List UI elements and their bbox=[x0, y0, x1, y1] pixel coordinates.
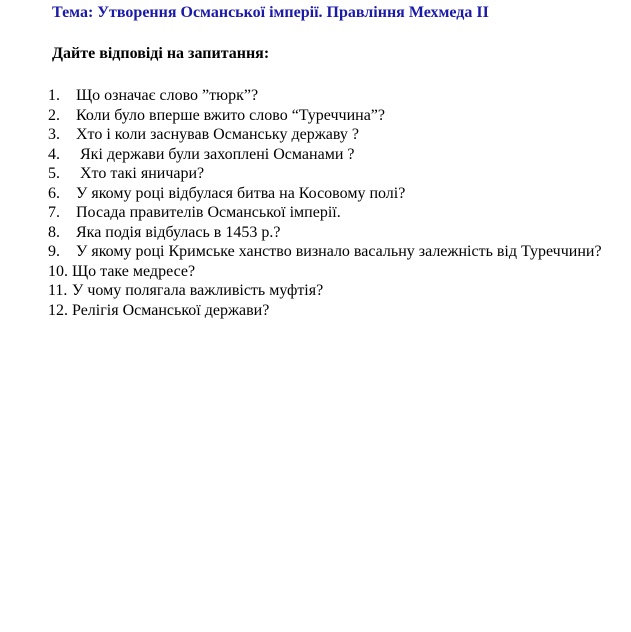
question-number: 8. bbox=[48, 223, 60, 241]
question-item bbox=[48, 86, 602, 106]
question-item bbox=[48, 184, 602, 204]
question-number: 9. bbox=[48, 243, 60, 260]
question-text: Посада правителів Османської імперії. bbox=[76, 204, 341, 221]
question-number: 5. bbox=[48, 165, 60, 182]
question-number: 12. bbox=[48, 301, 68, 319]
question-text: У якому році відбулася битва на Косовому полі? bbox=[76, 184, 406, 202]
question-number: 7. bbox=[48, 204, 60, 221]
question-item bbox=[48, 164, 602, 184]
question-text: У чому полягала важливість муфтія? bbox=[72, 282, 324, 299]
question-text: Що таке медресе? bbox=[72, 262, 196, 280]
question-text: Що означає слово ”тюрк”? bbox=[76, 87, 259, 104]
question-number: 10. bbox=[48, 262, 68, 280]
instructions-heading: Дайте відповіді на запитання: bbox=[52, 45, 270, 62]
question-text: Які держави були захоплені Османами ? bbox=[76, 145, 355, 163]
question-text: Коли було вперше вжито слово “Туреччина”? bbox=[76, 106, 385, 124]
question-text: Релігія Османської держави? bbox=[72, 301, 270, 319]
page-title: Тема: Утворення Османської імперії. Правління Мехмеда ІІ bbox=[52, 4, 489, 21]
question-text: Хто такі яничари? bbox=[76, 165, 205, 182]
question-number: 1. bbox=[48, 87, 60, 104]
question-item bbox=[48, 203, 602, 223]
question-text: Яка подія відбулась в 1453 р.? bbox=[76, 223, 281, 241]
question-item bbox=[48, 125, 602, 145]
question-text: Хто і коли заснував Османську державу ? bbox=[76, 126, 359, 143]
question-number: 6. bbox=[48, 184, 60, 202]
question-number: 3. bbox=[48, 126, 60, 143]
question-number: 2. bbox=[48, 106, 60, 124]
question-item bbox=[48, 106, 602, 126]
question-item bbox=[48, 281, 602, 301]
question-list bbox=[48, 86, 602, 320]
question-item bbox=[48, 145, 602, 165]
question-text: У якому році Кримське ханство визнало васальну залежність від Туреччини? bbox=[76, 243, 602, 260]
question-number: 4. bbox=[48, 145, 60, 163]
question-item bbox=[48, 223, 602, 243]
question-item bbox=[48, 242, 602, 262]
question-item bbox=[48, 301, 602, 321]
question-number: 11. bbox=[48, 282, 68, 299]
question-item bbox=[48, 262, 602, 282]
